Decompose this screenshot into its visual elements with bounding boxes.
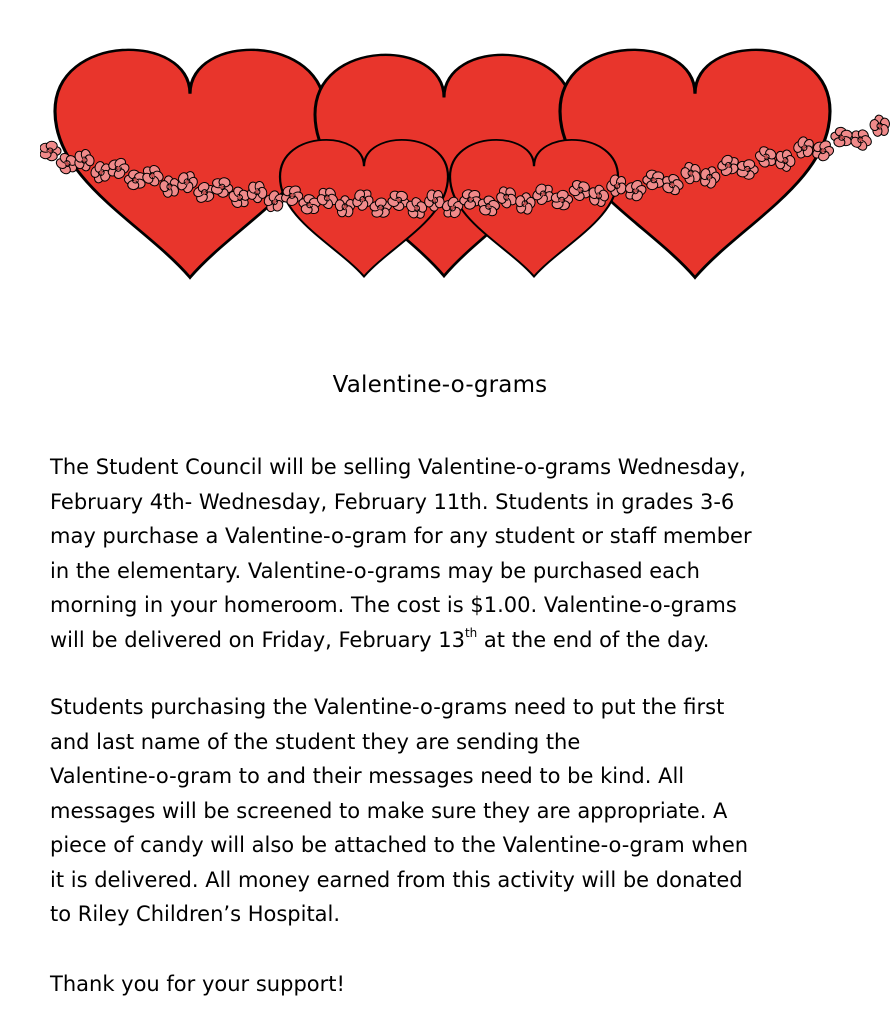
paragraph-instructions [50, 690, 870, 932]
text-line: piece of candy will also be attached to the Valentine-o-gram when [50, 833, 749, 857]
heart-small-right-icon [450, 140, 618, 277]
text-line: morning in your homeroom. The cost is $1.00. Valentine-o-grams [50, 593, 737, 617]
page-title: Valentine-o-grams [332, 372, 548, 398]
closing-line: Thank you for your support! [50, 972, 345, 996]
text-line: The Student Council will be selling Valentine-o-grams Wednesday, [50, 455, 746, 479]
text-line: it is delivered. All money earned from this activity will be donated [50, 867, 743, 892]
hearts-garland-graphic [40, 40, 890, 290]
text-line: to Riley Children’s Hospital. [50, 902, 341, 926]
paragraph-announcement [50, 450, 870, 657]
ordinal-suffix: th [464, 625, 478, 640]
text-fragment: at the end of the day. [477, 627, 710, 652]
text-line: and last name of the student they are sending the [50, 729, 581, 754]
flower-icon [40, 141, 61, 160]
text-line: February 4th- Wednesday, February 11th. Students in grades 3-6 [50, 489, 735, 514]
flower-icon [830, 126, 853, 148]
text-line [50, 623, 870, 658]
text-line: messages will be screened to make sure they are appropriate. A [50, 798, 728, 823]
flower-icon [869, 114, 890, 137]
text-line: may purchase a Valentine-o-gram for any student or staff member [50, 524, 752, 548]
text-line: Students purchasing the Valentine-o-grams need to put the first [50, 695, 725, 719]
text-line: Valentine-o-gram to and their messages need to be kind. All [50, 764, 685, 788]
text-fragment: will be delivered on Friday, February 13 [50, 627, 465, 652]
text-line: in the elementary. Valentine-o-grams may be purchased each [50, 558, 700, 583]
